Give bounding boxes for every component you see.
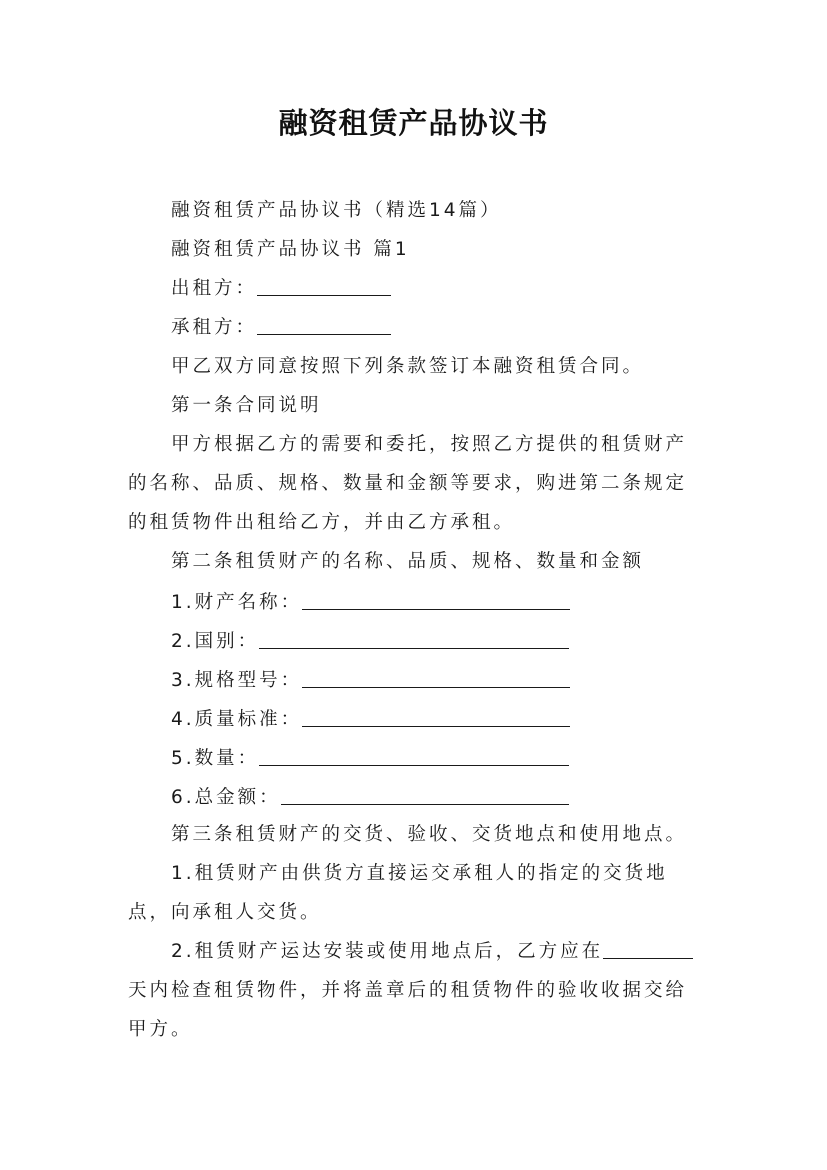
article-1-text-3: 的租赁物件出租给乙方，并由乙方承租。 [128, 512, 516, 533]
item-label: 6.总金额： [171, 787, 281, 808]
item-blank [259, 630, 569, 649]
item-property-name [171, 590, 570, 616]
article-1-title: 第一条合同说明 [171, 395, 322, 416]
item-blank [302, 669, 570, 688]
item-quality-standard [171, 707, 570, 733]
item-blank [281, 786, 569, 805]
article-3-item-1a: 1.租赁财产由供货方直接运交承租人的指定的交货地 [171, 863, 668, 884]
article-3-item-2b: 天内检查租赁物件，并将盖章后的租赁物件的验收收据交给 [128, 980, 688, 1001]
item-blank [259, 747, 569, 766]
article-1-text-1: 甲方根据乙方的需要和委托，按照乙方提供的租赁财产 [171, 434, 688, 455]
part-heading: 融资租赁产品协议书 篇1 [171, 239, 410, 260]
item-label: 2.国别： [171, 631, 260, 652]
item-label: 4.质量标准： [171, 709, 303, 730]
lessee-blank [257, 316, 391, 335]
item-total-amount [171, 785, 569, 811]
item-label: 1.财产名称： [171, 592, 303, 613]
item-blank [302, 591, 570, 610]
subtitle-line: 融资租赁产品协议书（精选14篇） [171, 200, 502, 221]
article-1-text-2: 的名称、品质、规格、数量和金额等要求，购进第二条规定 [128, 473, 688, 494]
days-blank [603, 940, 693, 959]
article-2-title: 第二条租赁财产的名称、品质、规格、数量和金额 [171, 551, 645, 572]
article-3-item-2c: 甲方。 [128, 1019, 193, 1040]
lessor-blank [257, 277, 391, 296]
item-quantity [171, 746, 569, 772]
article-3-title: 第三条租赁财产的交货、验收、交货地点和使用地点。 [171, 824, 688, 845]
lessor-line [171, 276, 391, 302]
lessee-label: 承租方： [171, 317, 258, 338]
item-blank [302, 708, 570, 727]
lessee-line [171, 315, 391, 341]
item-label: 3.规格型号： [171, 670, 303, 691]
item-label: 5.数量： [171, 748, 260, 769]
article-3-item-1b: 点，向承租人交货。 [128, 902, 322, 923]
agreement-sentence: 甲乙双方同意按照下列条款签订本融资租赁合同。 [171, 356, 645, 377]
lessor-label: 出租方： [171, 278, 258, 299]
article-3-item-2a-text: 2.租赁财产运达安装或使用地点后，乙方应在 [171, 941, 604, 962]
article-3-item-2a [171, 939, 693, 965]
item-country [171, 629, 569, 655]
document-title: 融资租赁产品协议书 [278, 106, 549, 140]
item-spec-model [171, 668, 570, 694]
